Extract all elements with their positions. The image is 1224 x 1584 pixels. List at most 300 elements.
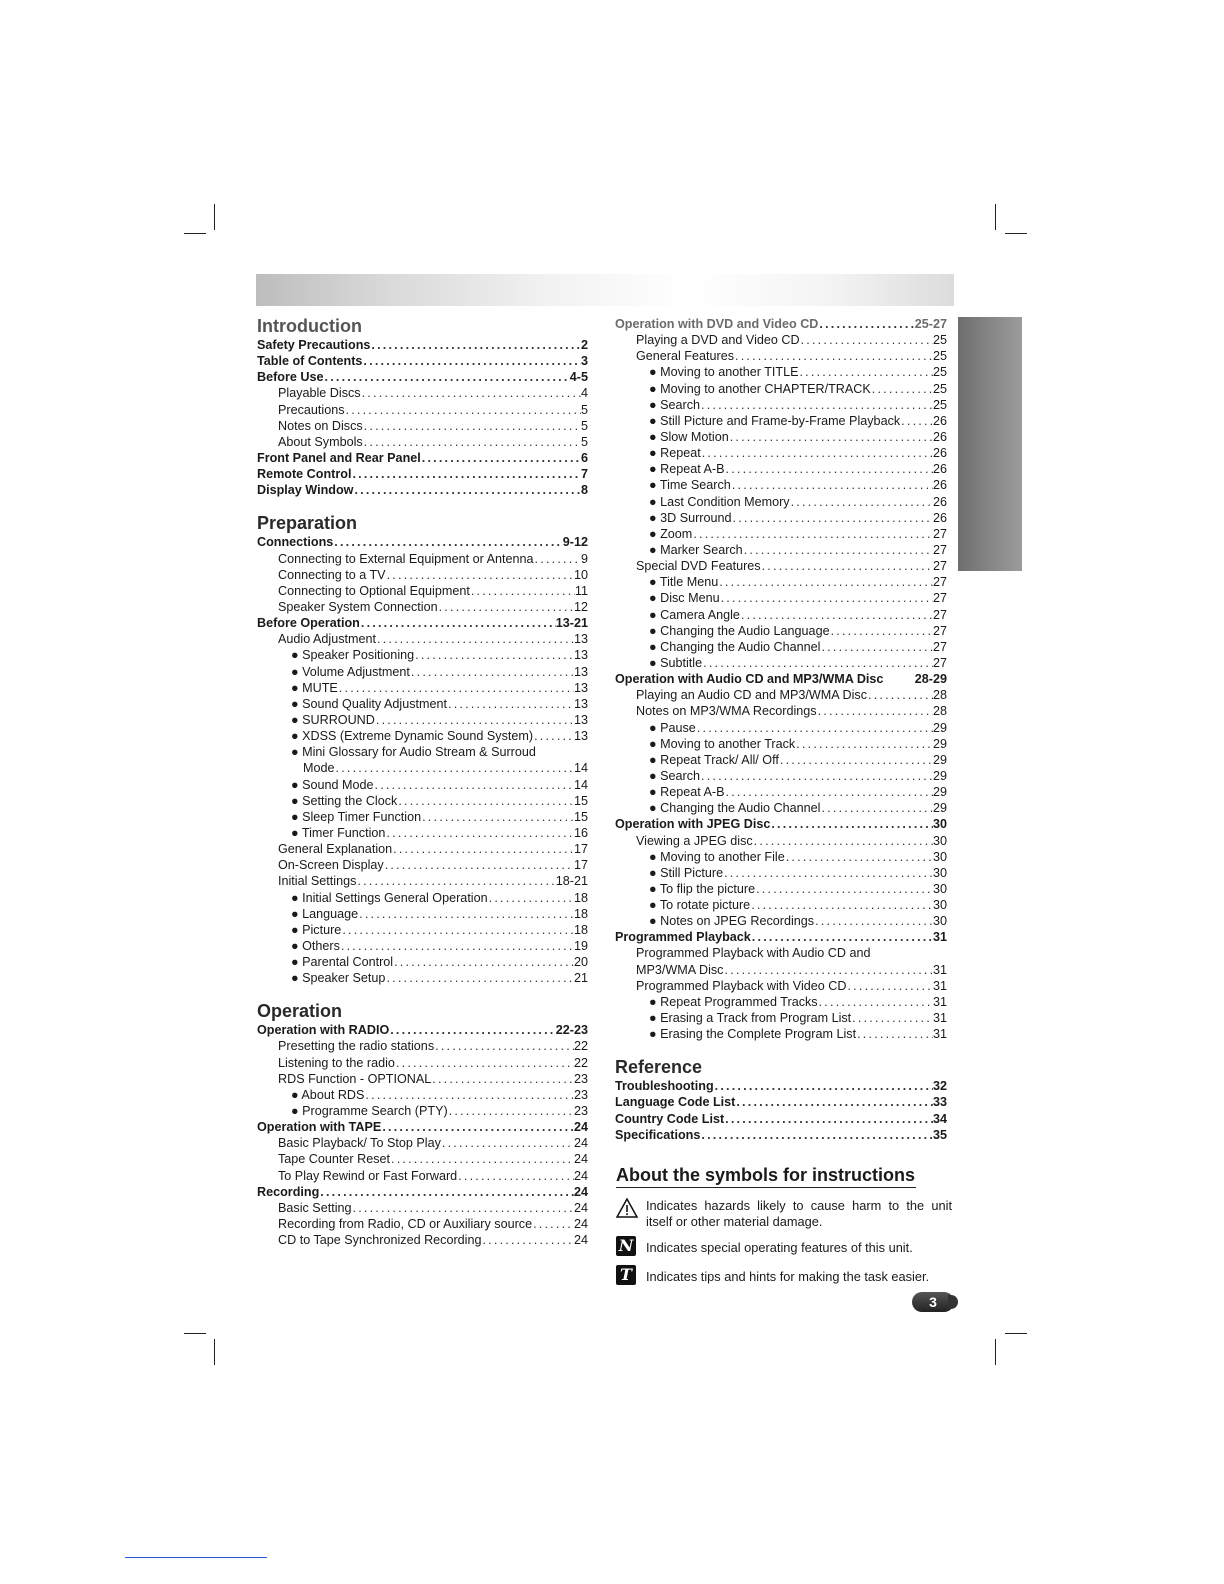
- toc-entry: [257, 841, 588, 857]
- toc-entry-page: 29: [932, 785, 947, 800]
- toc-entry: [257, 809, 588, 825]
- toc-entry: [257, 1200, 588, 1216]
- toc-entry-page: 28: [932, 704, 947, 719]
- toc-entry: [615, 461, 947, 477]
- toc-entry-page: 26: [932, 494, 947, 509]
- toc-entry-page: 7: [580, 467, 588, 482]
- toc-entry-page: 31: [932, 962, 947, 977]
- toc-entry: [615, 833, 947, 849]
- toc-leader-dots: [795, 736, 933, 752]
- toc-entry: [615, 316, 947, 332]
- toc-entry-page: 29: [932, 720, 947, 735]
- toc-leader-dots: [421, 450, 581, 466]
- toc-entry: [615, 445, 947, 461]
- toc-leader-dots: [351, 466, 581, 482]
- toc-entry: [257, 712, 588, 728]
- toc-entry-title: ● Camera Angle: [649, 607, 740, 622]
- toc-leader-dots: [820, 639, 933, 655]
- toc-entry: [257, 760, 588, 776]
- toc-leader-dots: [830, 623, 933, 639]
- toc-entry-page: 29: [932, 736, 947, 751]
- toc-leader-dots: [734, 348, 933, 364]
- toc-entry: [615, 574, 947, 590]
- toc-leader-dots: [375, 712, 574, 728]
- toc-entry: [257, 873, 588, 889]
- toc-entry-title: ● Time Search: [649, 478, 731, 493]
- toc-entry: [257, 369, 588, 385]
- toc-entry-title: Language Code List: [615, 1095, 736, 1110]
- toc-leader-dots: [871, 381, 933, 397]
- toc-entry-page: 29: [932, 752, 947, 767]
- toc-entry-page: 24: [573, 1136, 588, 1151]
- toc-leader-dots: [532, 1216, 574, 1232]
- symbols-heading: About the symbols for instructions: [616, 1164, 916, 1188]
- toc-entry-title: Connecting to External Equipment or Antenna: [278, 551, 534, 566]
- toc-entry-page: 27: [932, 639, 947, 654]
- toc-leader-dots: [743, 542, 933, 558]
- toc-entry: [615, 510, 947, 526]
- toc-entry: [257, 353, 588, 369]
- section-gap: [615, 1042, 947, 1057]
- toc-leader-dots: [718, 574, 933, 590]
- toc-entry-page: 19: [573, 938, 588, 953]
- toc-entry: [615, 1127, 947, 1143]
- note-icon: N: [616, 1236, 638, 1256]
- symbol-text: Indicates special operating features of this unit.: [646, 1240, 913, 1255]
- toc-entry: [615, 962, 947, 978]
- toc-leader-dots: [335, 760, 574, 776]
- toc-entry: [257, 922, 588, 938]
- toc-entry: [615, 1026, 947, 1042]
- toc-entry-title: ● Sound Mode: [291, 777, 374, 792]
- toc-leader-dots: [319, 1184, 574, 1200]
- toc-entry: [615, 752, 947, 768]
- toc-entry-page: 27: [932, 607, 947, 622]
- toc-entry: [615, 994, 947, 1010]
- toc-leader-dots: [790, 494, 933, 510]
- toc-entry: [615, 1111, 947, 1127]
- crop-mark: [995, 1339, 996, 1365]
- toc-entry-title: ● Programme Search (PTY): [291, 1104, 448, 1119]
- toc-entry: [615, 348, 947, 364]
- toc-leader-dots: [356, 873, 555, 889]
- toc-entry-title: CD to Tape Synchronized Recording: [278, 1233, 482, 1248]
- toc-entry-page: 14: [573, 761, 588, 776]
- toc-entry: [615, 897, 947, 913]
- toc-entry: [615, 1010, 947, 1026]
- toc-entry-page: 24: [573, 1233, 588, 1248]
- toc-entry: [615, 590, 947, 606]
- toc-entry-page: 27: [932, 526, 947, 541]
- toc-entry: [615, 1078, 947, 1094]
- toc-leader-dots: [751, 929, 933, 945]
- toc-entry-title: ● Moving to another TITLE: [649, 365, 799, 380]
- toc-entry-page: 24: [573, 1152, 588, 1167]
- toc-entry: [257, 728, 588, 744]
- toc-entry-title: RDS Function - OPTIONAL: [278, 1071, 432, 1086]
- toc-entry: [615, 381, 947, 397]
- toc-leader-dots: [488, 890, 574, 906]
- toc-entry: [615, 364, 947, 380]
- toc-entry-title: ● Changing the Audio Channel: [649, 639, 821, 654]
- symbol-text: Indicates hazards likely to cause harm to the unit itself or other material damage.: [646, 1198, 952, 1229]
- toc-entry: [257, 534, 588, 550]
- toc-entry: [257, 793, 588, 809]
- toc-entry-title: Programmed Playback: [615, 930, 751, 945]
- toc-entry-title: Tape Counter Reset: [278, 1152, 391, 1167]
- toc-leader-dots: [374, 777, 574, 793]
- toc-entry-page: 30: [932, 865, 947, 880]
- toc-entry: [257, 1232, 588, 1248]
- crop-mark: [1005, 233, 1027, 234]
- toc-entry-title: Presetting the radio stations: [278, 1039, 435, 1054]
- toc-leader-dots: [363, 418, 581, 434]
- section-side-tab: [958, 317, 1022, 571]
- toc-leader-dots: [358, 906, 574, 922]
- toc-entry-page: 24: [573, 1200, 588, 1215]
- toc-entry-page: 25: [932, 397, 947, 412]
- toc-entry-page: 13: [573, 696, 588, 711]
- toc-entry-title: Connecting to a TV: [278, 567, 386, 582]
- toc-leader-dots: [846, 978, 933, 994]
- toc-entry-page: 13-21: [555, 616, 588, 631]
- toc-entry-title: ● Slow Motion: [649, 429, 729, 444]
- toc-entry-page: 24: [573, 1217, 588, 1232]
- toc-entry-page: 34: [932, 1111, 947, 1126]
- toc-entry-title: Audio Adjustment: [278, 632, 377, 647]
- toc-entry: [615, 945, 947, 961]
- toc-entry: [615, 477, 947, 493]
- toc-entry: [615, 332, 947, 348]
- toc-leader-dots: [421, 809, 574, 825]
- toc-leader-dots: [761, 558, 933, 574]
- toc-leader-dots: [385, 825, 574, 841]
- toc-entry: [615, 607, 947, 623]
- toc-entry: [615, 526, 947, 542]
- toc-entry: [615, 978, 947, 994]
- toc-entry-page: 22: [573, 1039, 588, 1054]
- toc-entry-title: Speaker System Connection: [278, 599, 438, 614]
- toc-entry-page: 28: [932, 688, 947, 703]
- toc-entry-page: 23: [573, 1087, 588, 1102]
- toc-entry-page: 29: [932, 768, 947, 783]
- toc-entry-page: 2: [580, 338, 588, 352]
- toc-entry: [615, 736, 947, 752]
- toc-entry-title: Playing a DVD and Video CD: [636, 333, 800, 348]
- toc-entry: [615, 881, 947, 897]
- toc-entry: [615, 671, 947, 687]
- toc-entry-title: Initial Settings: [278, 874, 357, 889]
- toc-entry: [257, 450, 588, 466]
- toc-entry-title: About Symbols: [278, 434, 363, 449]
- crop-mark: [214, 1339, 215, 1365]
- toc-entry: [615, 865, 947, 881]
- toc-entry-page: 26: [932, 478, 947, 493]
- toc-entry: [257, 337, 588, 353]
- toc-entry-page: 26: [932, 429, 947, 444]
- toc-entry: [615, 623, 947, 639]
- toc-entry-page: 5: [580, 402, 588, 417]
- toc-entry: [615, 800, 947, 816]
- toc-entry: [257, 664, 588, 680]
- toc-entry-title: Basic Playback/ To Stop Play: [278, 1136, 441, 1151]
- crop-mark: [184, 233, 206, 234]
- toc-entry: [257, 599, 588, 615]
- toc-entry-title: ● Marker Search: [649, 542, 743, 557]
- toc-entry-page: 25: [932, 365, 947, 380]
- section-gap: [257, 498, 588, 513]
- toc-entry-page: 12: [573, 599, 588, 614]
- toc-leader-dots: [731, 477, 933, 493]
- section-heading: Operation: [257, 1001, 343, 1022]
- toc-leader-dots: [360, 615, 556, 631]
- toc-entry-page: 30: [932, 881, 947, 896]
- toc-entry: [257, 418, 588, 434]
- toc-leader-dots: [457, 1168, 574, 1184]
- crop-mark: [1005, 1333, 1027, 1334]
- toc-entry: [615, 639, 947, 655]
- toc-entry: [615, 494, 947, 510]
- toc-entry-title: ● Repeat Track/ All/ Off: [649, 752, 779, 767]
- toc-entry-page: 9: [580, 551, 588, 566]
- toc-entry-page: 15: [573, 809, 588, 824]
- toc-leader-dots: [470, 583, 575, 599]
- toc-leader-dots: [381, 1119, 574, 1135]
- toc-entry-title: ● Sleep Timer Function: [291, 809, 422, 824]
- toc-leader-dots: [740, 607, 933, 623]
- toc-leader-dots: [732, 510, 933, 526]
- toc-entry: [257, 551, 588, 567]
- toc-leader-dots: [755, 881, 933, 897]
- toc-leader-dots: [438, 599, 574, 615]
- toc-leader-dots: [750, 897, 933, 913]
- toc-leader-dots: [701, 445, 933, 461]
- toc-entry-page: 9-12: [562, 535, 588, 550]
- toc-entry-title: ● Repeat: [649, 446, 701, 461]
- toc-leader-dots: [735, 1094, 933, 1110]
- toc-entry-page: 31: [932, 1011, 947, 1026]
- toc-entry-title: ● Moving to another Track: [649, 736, 796, 751]
- toc-entry-title: Operation with Audio CD and MP3/WMA Disc: [615, 672, 884, 687]
- toc-leader-dots: [481, 1232, 574, 1248]
- toc-leader-dots: [370, 337, 581, 353]
- toc-leader-dots: [441, 1135, 574, 1151]
- toc-leader-dots: [410, 664, 574, 680]
- toc-entry-page: 25-27: [914, 317, 947, 331]
- toc-entry-title: ● Parental Control: [291, 955, 394, 970]
- toc-entry: [257, 954, 588, 970]
- toc-entry-title: ● Notes on JPEG Recordings: [649, 914, 815, 929]
- toc-leader-dots: [352, 1200, 574, 1216]
- toc-leader-dots: [324, 369, 570, 385]
- toc-leader-dots: [384, 857, 574, 873]
- toc-leader-dots: [851, 1010, 933, 1026]
- toc-entry-title: Troubleshooting: [615, 1079, 714, 1094]
- symbol-text: Indicates tips and hints for making the task easier.: [646, 1269, 930, 1284]
- toc-entry-title: ● Pause: [649, 720, 696, 735]
- toc-entry: [615, 816, 947, 832]
- toc-entry-title: Front Panel and Rear Panel: [257, 450, 421, 465]
- toc-leader-dots: [414, 647, 574, 663]
- toc-leader-dots: [389, 1022, 556, 1038]
- toc-entry: [257, 1022, 588, 1038]
- toc-entry: [257, 1216, 588, 1232]
- toc-entry-page: 26: [932, 413, 947, 428]
- toc-entry: [257, 631, 588, 647]
- toc-entry-title: Programmed Playback with Video CD: [636, 978, 847, 993]
- toc-entry-title: General Explanation: [278, 842, 393, 857]
- toc-entry: [257, 402, 588, 418]
- toc-entry-page: 5: [580, 418, 588, 433]
- toc-entry: [257, 1184, 588, 1200]
- toc-entry-page: 24: [573, 1168, 588, 1183]
- toc-right-column: [615, 316, 947, 1143]
- toc-entry-title: Remote Control: [257, 467, 352, 482]
- toc-entry-page: 30: [932, 898, 947, 913]
- toc-leader-dots: [533, 728, 574, 744]
- toc-entry-title: ● MUTE: [291, 680, 338, 695]
- toc-entry-title: ● Last Condition Memory: [649, 494, 790, 509]
- toc-entry: [257, 1168, 588, 1184]
- toc-entry: [615, 687, 947, 703]
- toc-entry-title: ● Zoom: [649, 526, 693, 541]
- toc-entry-page: 27: [932, 559, 947, 574]
- toc-entry-page: 27: [932, 623, 947, 638]
- toc-entry-page: 31: [932, 930, 947, 945]
- toc-leader-dots: [534, 551, 581, 567]
- toc-entry-title: ● Erasing the Complete Program List: [649, 1027, 857, 1042]
- toc-entry: [257, 466, 588, 482]
- toc-entry: [257, 777, 588, 793]
- toc-entry: [615, 655, 947, 671]
- symbol-item-tip: [616, 1265, 952, 1285]
- toc-entry-title: To Play Rewind or Fast Forward: [278, 1168, 458, 1183]
- toc-entry: [615, 768, 947, 784]
- page-number-badge: 3: [912, 1292, 954, 1312]
- toc-entry-title: ● Moving to another File: [649, 849, 785, 864]
- toc-entry-page: 14: [573, 777, 588, 792]
- toc-entry-title: ● Still Picture: [649, 865, 724, 880]
- toc-entry-title: ● Moving to another CHAPTER/TRACK: [649, 381, 871, 396]
- toc-leader-dots: [785, 849, 933, 865]
- toc-leader-dots: [696, 720, 933, 736]
- toc-entry-page: 8: [580, 483, 588, 498]
- toc-leader-dots: [431, 1071, 574, 1087]
- toc-entry-title: ● Repeat A-B: [649, 785, 725, 800]
- toc-entry-title: ● Mini Glossary for Audio Stream & Surroud: [291, 745, 536, 760]
- toc-leader-dots: [714, 1078, 933, 1094]
- toc-entry-title: Table of Contents: [257, 354, 363, 369]
- toc-leader-dots: [770, 816, 933, 832]
- toc-leader-dots: [392, 841, 574, 857]
- toc-entry-title: ● XDSS (Extreme Dynamic Sound System): [291, 729, 534, 744]
- toc-entry-title: Notes on MP3/WMA Recordings: [636, 704, 817, 719]
- toc-entry-page: 13: [573, 664, 588, 679]
- toc-leader-dots: [700, 397, 933, 413]
- toc-entry-page: 17: [573, 842, 588, 857]
- toc-leader-dots: [363, 434, 581, 450]
- toc-entry: [257, 1119, 588, 1135]
- crop-mark: [184, 1333, 206, 1334]
- toc-leader-dots: [345, 402, 581, 418]
- warning-triangle-icon: [616, 1198, 638, 1218]
- toc-entry-title: Playing an Audio CD and MP3/WMA Disc: [636, 688, 867, 703]
- toc-leader-dots: [340, 938, 574, 954]
- toc-leader-dots: [900, 413, 933, 429]
- toc-entry-title: Mode: [303, 761, 335, 776]
- toc-entry-title: ● Repeat Programmed Tracks: [649, 994, 818, 1009]
- tip-icon: T: [616, 1265, 638, 1285]
- toc-entry-title: Display Window: [257, 483, 354, 498]
- toc-entry-page: 31: [932, 978, 947, 993]
- toc-leader-dots: [720, 590, 933, 606]
- toc-entry-page: 13: [573, 729, 588, 744]
- toc-entry-title: Before Use: [257, 370, 324, 385]
- toc-entry-page: 27: [932, 591, 947, 606]
- toc-leader-dots: [397, 793, 574, 809]
- toc-leader-dots: [361, 385, 581, 401]
- toc-entry-page: 25: [932, 349, 947, 364]
- toc-entry-title: Operation with DVD and Video CD: [615, 317, 819, 331]
- toc-entry: [615, 413, 947, 429]
- toc-entry-title: Viewing a JPEG disc: [636, 833, 753, 848]
- toc-entry-title: Operation with JPEG Disc: [615, 817, 771, 832]
- toc-entry-page: 13: [573, 632, 588, 647]
- toc-entry: [615, 784, 947, 800]
- toc-entry-page: 24: [573, 1184, 588, 1199]
- toc-entry-title: ● 3D Surround: [649, 510, 732, 525]
- toc-leader-dots: [702, 655, 933, 671]
- toc-entry-page: 30: [932, 914, 947, 929]
- toc-entry-title: ● Changing the Audio Channel: [649, 801, 821, 816]
- crop-mark: [995, 204, 996, 230]
- toc-entry-title: Basic Setting: [278, 1200, 352, 1215]
- toc-entry-page: 29: [932, 801, 947, 816]
- toc-leader-dots: [390, 1151, 574, 1167]
- toc-entry-page: 28-29: [914, 672, 947, 687]
- toc-leader-dots: [341, 922, 574, 938]
- toc-entry: [257, 482, 588, 498]
- section-heading: Preparation: [257, 513, 358, 534]
- toc-entry-title: ● SURROUND: [291, 712, 375, 727]
- toc-entry: [257, 938, 588, 954]
- toc-entry-page: 21: [573, 971, 588, 986]
- toc-entry-page: 18: [573, 922, 588, 937]
- toc-entry-page: 25: [932, 381, 947, 396]
- toc-leader-dots: [447, 696, 574, 712]
- toc-leader-dots: [385, 970, 574, 986]
- toc-entry: [615, 558, 947, 574]
- toc-leader-dots: [700, 1127, 933, 1143]
- toc-entry-title: ● Others: [291, 938, 340, 953]
- toc-entry: [257, 696, 588, 712]
- toc-leader-dots: [818, 316, 914, 332]
- toc-entry-title: Specifications: [615, 1127, 701, 1142]
- toc-entry-title: Connections: [257, 535, 334, 550]
- toc-leader-dots: [818, 994, 933, 1010]
- toc-entry-title: ● Volume Adjustment: [291, 664, 410, 679]
- toc-entry: [257, 567, 588, 583]
- toc-leader-dots: [725, 784, 933, 800]
- toc-leader-dots: [338, 680, 574, 696]
- section-gap: [257, 986, 588, 1001]
- toc-entry-page: 17: [573, 858, 588, 873]
- toc-entry: [257, 906, 588, 922]
- toc-entry: [615, 397, 947, 413]
- toc-entry-page: 11: [574, 583, 588, 598]
- toc-leader-dots: [362, 353, 581, 369]
- toc-leader-dots: [814, 913, 933, 929]
